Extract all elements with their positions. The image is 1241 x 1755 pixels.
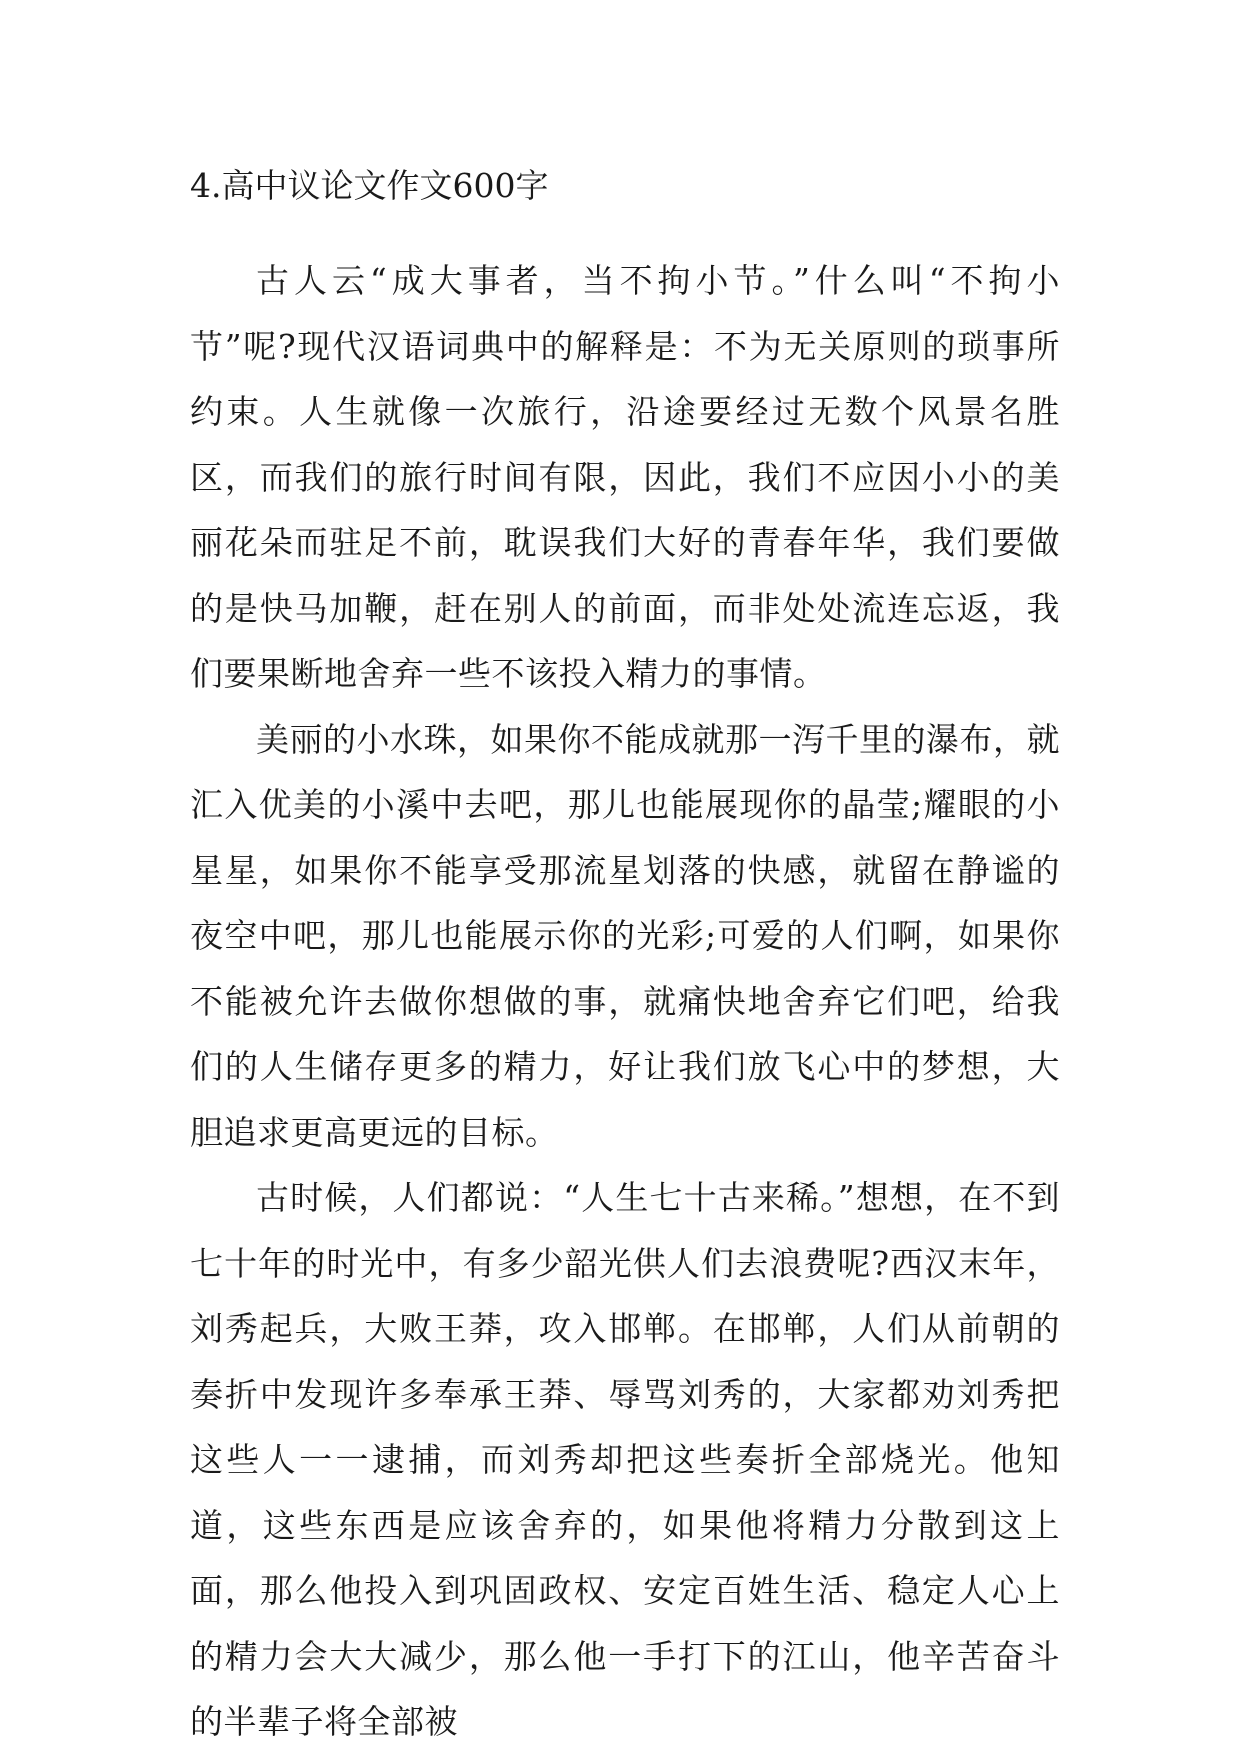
paragraph-3: 古时候，人们都说：“人生七十古来稀。”想想，在不到七十年的时光中，有多少韶光供人们去浪费呢?西汉末年，刘秀起兵，大败王莽，攻入邯郸。在邯郸，人们从前朝的奏折中发现许多奉承王莽、辱骂刘秀的，大家都劝刘秀把这些人一一逮捕，而刘秀却把这些奏折全部烧光。他知道，这些东西是应该舍弃的，如果他将精力分散到这上面，那么他投入到巩固政权、安定百姓生活、稳定人心上的精力会大大减少，那么他一手打下的江山，他辛苦奋斗的半辈子将全部被 — [190, 1178, 1060, 1741]
essay-body — [190, 248, 1060, 1755]
paragraph-1: 古人云“成大事者，当不拘小节。”什么叫“不拘小节”呢?现代汉语词典中的解释是：不为无关原则的琐事所约束。人生就像一次旅行，沿途要经过无数个风景名胜区，而我们的旅行时间有限，因此，我们不应因小小的美丽花朵而驻足不前，耽误我们大好的青春年华，我们要做的是快马加鞭，赶在别人的前面，而非处处流连忘返，我们要果断地舍弃一些不该投入精力的事情。 — [190, 261, 1060, 693]
essay-title: 4.高中议论文作文600字 — [190, 166, 549, 205]
paragraph-2: 美丽的小水珠，如果你不能成就那一泻千里的瀑布，就汇入优美的小溪中去吧，那儿也能展现你的晶莹;耀眼的小星星，如果你不能享受那流星划落的快感，就留在静谧的夜空中吧，那儿也能展示你的光彩;可爱的人们啊，如果你不能被允许去做你想做的事，就痛快地舍弃它们吧，给我们的人生储存更多的精力，好让我们放飞心中的梦想，大胆追求更高更远的目标。 — [190, 719, 1060, 1152]
